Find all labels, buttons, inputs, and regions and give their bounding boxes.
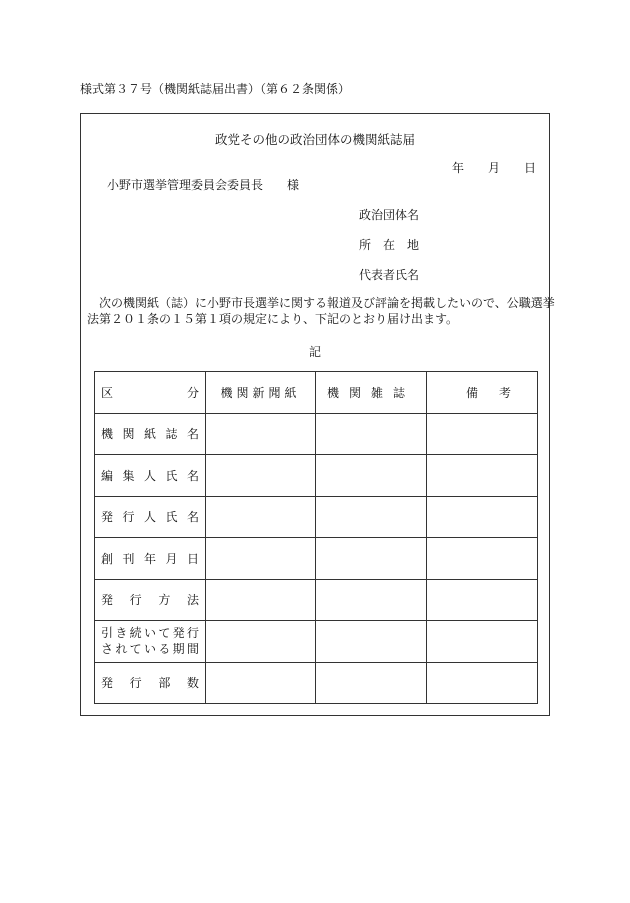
cell-remarks[interactable] — [427, 496, 538, 538]
date-year: 年 — [452, 161, 465, 175]
cell-magazine[interactable] — [316, 579, 427, 621]
cell-remarks[interactable] — [427, 413, 538, 455]
row-label-period — [95, 621, 206, 663]
table-row — [95, 538, 538, 580]
document-title: 政党その他の政治団体の機関紙誌届 — [214, 132, 415, 147]
table-row — [95, 455, 538, 497]
cell-magazine[interactable] — [316, 413, 427, 455]
table-row — [95, 579, 538, 621]
table-row — [95, 621, 538, 663]
date-month: 月 — [488, 161, 501, 175]
cell-remarks[interactable] — [427, 621, 538, 663]
cell-newspaper[interactable] — [206, 496, 316, 538]
addressee: 小野市選挙管理委員会委員長 様 — [107, 178, 300, 192]
table-row — [95, 413, 538, 455]
row-label-publisher: 発行人氏名 — [95, 496, 206, 538]
cell-magazine[interactable] — [316, 455, 427, 497]
cell-remarks[interactable] — [427, 538, 538, 580]
body-line-1: 次の機関紙（誌）に小野市長選挙に関する報道及び評論を掲載したいので、公職選挙 — [99, 296, 555, 310]
header-remarks-a: 備 — [465, 385, 482, 400]
cell-newspaper[interactable] — [206, 662, 316, 704]
cell-newspaper[interactable] — [206, 538, 316, 580]
row-label-first-issue: 創刊年月日 — [95, 538, 206, 580]
cell-magazine[interactable] — [316, 621, 427, 663]
org-name-label: 政治団体名 — [359, 208, 420, 222]
row-label-period-line1: 引き続いて発行 — [101, 626, 199, 641]
row-label-editor: 編集人氏名 — [95, 455, 206, 497]
row-label-name: 機関紙誌名 — [95, 413, 206, 455]
header-remarks-b: 考 — [498, 385, 515, 400]
table-row — [95, 662, 538, 704]
row-label-method: 発行方法 — [95, 579, 206, 621]
header-newspaper: 機関新聞紙 — [206, 372, 316, 414]
date-day: 日 — [524, 161, 537, 175]
cell-newspaper[interactable] — [206, 455, 316, 497]
cell-remarks[interactable] — [427, 455, 538, 497]
cell-magazine[interactable] — [316, 662, 427, 704]
body-line-2: 法第２０１条の１５第１項の規定により、下記のとおり届け出ます。 — [87, 312, 459, 326]
header-magazine: 機関雑誌 — [316, 372, 427, 414]
cell-magazine[interactable] — [316, 496, 427, 538]
cell-newspaper[interactable] — [206, 621, 316, 663]
cell-newspaper[interactable] — [206, 579, 316, 621]
header-category-right: 分 — [186, 385, 199, 400]
cell-remarks[interactable] — [427, 662, 538, 704]
row-label-copies: 発行部数 — [95, 662, 206, 704]
body-text — [87, 295, 555, 327]
ki-heading: 記 — [308, 345, 321, 359]
cell-newspaper[interactable] — [206, 413, 316, 455]
address-label: 所 在 地 — [359, 238, 420, 252]
row-label-period-line2: されている期間 — [101, 642, 199, 657]
registration-table — [94, 371, 538, 704]
table-header-row — [95, 372, 538, 414]
representative-label: 代表者氏名 — [359, 268, 420, 282]
date-line — [452, 159, 536, 176]
cell-remarks[interactable] — [427, 579, 538, 621]
header-remarks — [427, 372, 538, 414]
cell-magazine[interactable] — [316, 538, 427, 580]
header-category-left: 区 — [101, 385, 114, 400]
form-number: 様式第３７号（機関紙誌届出書）（第６２条関係） — [80, 82, 351, 96]
header-category — [95, 372, 206, 414]
table-row — [95, 496, 538, 538]
